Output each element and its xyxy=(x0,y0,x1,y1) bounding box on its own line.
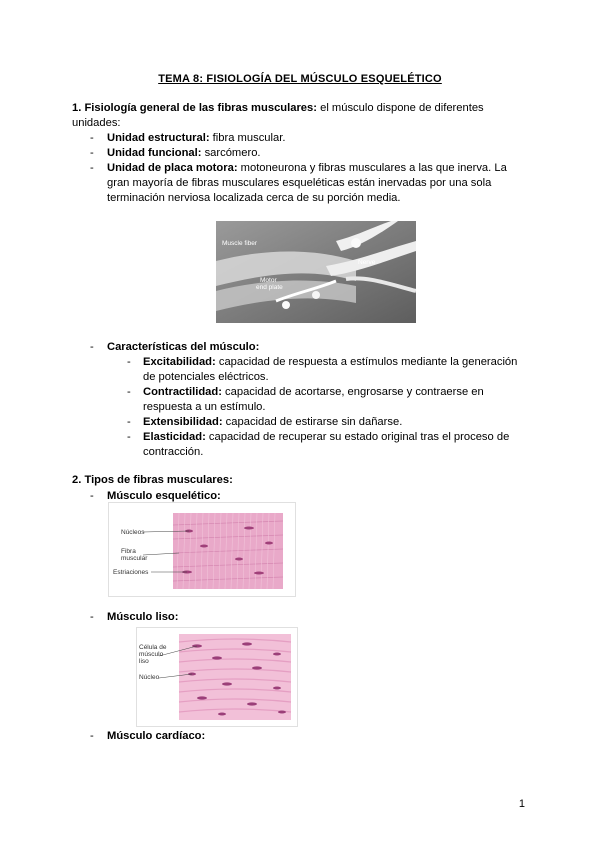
bullet-dash: - xyxy=(90,611,94,623)
item-continuation: terminación nerviosa localizada cerca de su porción media. xyxy=(107,192,401,204)
item-text: sarcómero. xyxy=(201,147,261,159)
characteristics-label: Características del músculo: xyxy=(107,341,260,353)
bullet-dash: - xyxy=(127,416,131,428)
smooth-drawing xyxy=(137,628,297,726)
figure-label: muscular xyxy=(121,555,148,562)
bullet-dash: - xyxy=(127,431,131,443)
item-label: Unidad de placa motora: xyxy=(107,162,238,174)
cardiac-muscle-label: Músculo cardíaco: xyxy=(107,730,206,742)
figure-label: Estriaciones xyxy=(113,569,149,576)
item-label: Contractilidad: xyxy=(143,386,222,398)
section-1-intro-line2: unidades: xyxy=(72,117,121,129)
item-continuation: gran mayoría de fibras musculares esqueléticas están inervadas por una sola xyxy=(107,177,492,189)
section-1-intro xyxy=(72,101,532,131)
list-item xyxy=(143,385,533,415)
item-text: capacidad de estirarse sin dañarse. xyxy=(222,416,403,428)
item-text: capacidad de recuperar su estado original tras el proceso de xyxy=(205,431,510,443)
item-continuation: respuesta a un estímulo. xyxy=(143,401,266,413)
smooth-muscle-image xyxy=(136,627,298,727)
list-item xyxy=(143,430,533,460)
figure-label: Núcleo xyxy=(139,674,160,681)
figure-label: Muscle fiber xyxy=(222,240,258,247)
figure-label: end plate xyxy=(256,284,283,291)
bullet-dash: - xyxy=(90,341,94,353)
item-label: Excitabilidad: xyxy=(143,356,216,368)
figure-label: Célula de xyxy=(139,644,167,651)
list-item xyxy=(107,161,527,206)
skeletal-drawing xyxy=(109,503,295,596)
list-item xyxy=(143,415,533,430)
item-label: Elasticidad: xyxy=(143,431,206,443)
figure-label: Motor xyxy=(260,277,277,284)
item-text: motoneurona y fibras musculares a las que inerva. La xyxy=(237,162,507,174)
item-label: Unidad estructural: xyxy=(107,132,210,144)
list-item xyxy=(107,131,285,146)
motor-end-plate-image xyxy=(216,221,416,323)
item-continuation: de potenciales eléctricos. xyxy=(143,371,269,383)
item-text: capacidad de respuesta a estímulos mediante la generación xyxy=(215,356,518,368)
item-label: Extensibilidad: xyxy=(143,416,223,428)
section-1-intro-text: el músculo dispone de diferentes xyxy=(316,102,484,114)
item-text: capacidad de acortarse, engrosarse y contraerse en xyxy=(221,386,484,398)
item-text: fibra muscular. xyxy=(209,132,286,144)
bullet-dash: - xyxy=(90,132,94,144)
list-item xyxy=(143,355,533,385)
bullet-dash: - xyxy=(90,490,94,502)
bullet-dash: - xyxy=(90,162,94,174)
figure-label: Nerve xyxy=(358,259,376,266)
figure-label: músculo xyxy=(139,651,164,658)
item-continuation: contracción. xyxy=(143,446,204,458)
section-1-heading: 1. Fisiología general de las fibras musculares: xyxy=(72,102,317,114)
section-2-heading: 2. Tipos de fibras musculares: xyxy=(72,474,233,486)
bullet-dash: - xyxy=(90,147,94,159)
figure-label: Fibra xyxy=(121,548,136,555)
list-item xyxy=(107,146,261,161)
item-label: Unidad funcional: xyxy=(107,147,202,159)
micrograph-drawing xyxy=(216,221,416,323)
skeletal-muscle-image xyxy=(108,502,296,597)
figure-label: Núcleos xyxy=(121,529,145,536)
bullet-dash: - xyxy=(127,386,131,398)
bullet-dash: - xyxy=(90,730,94,742)
page-title: TEMA 8: FISIOLOGÍA DEL MÚSCULO ESQUELÉTICO xyxy=(158,73,442,85)
smooth-muscle-label: Músculo liso: xyxy=(107,611,179,623)
skeletal-muscle-label: Músculo esquelético: xyxy=(107,490,221,502)
bullet-dash: - xyxy=(127,356,131,368)
page-number: 1 xyxy=(518,798,525,810)
figure-label: liso xyxy=(139,658,149,665)
